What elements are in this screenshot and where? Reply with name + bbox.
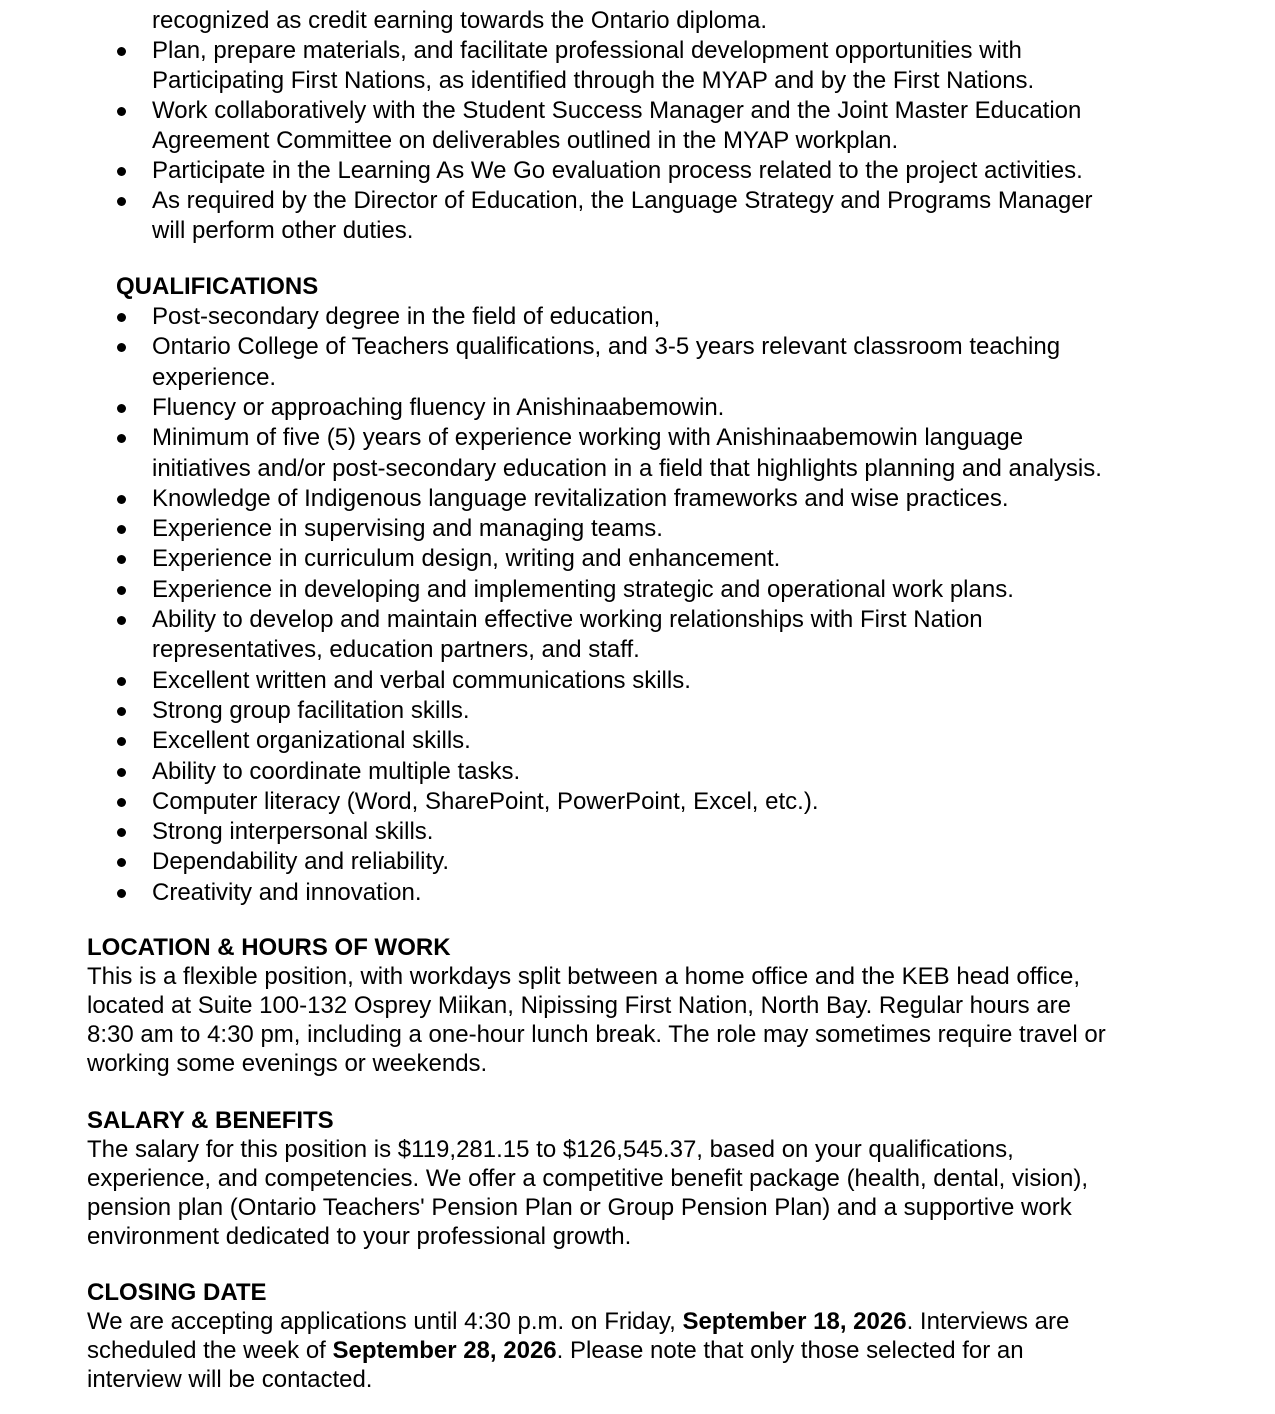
bullet-icon	[117, 343, 126, 352]
list-item: Ontario College of Teachers qualifications, and 3-5 years relevant classroom teaching	[152, 333, 1061, 361]
bullet-icon	[117, 167, 126, 176]
list-item: Strong group facilitation skills.	[152, 696, 470, 724]
list-item: Participating First Nations, as identified through the MYAP and by the First Nations.	[152, 67, 1035, 94]
bullet-icon	[117, 434, 126, 443]
bullet-icon	[117, 586, 126, 595]
bullet-icon	[117, 889, 126, 898]
list-item: Minimum of five (5) years of experience working with Anishinaabemowin language	[152, 424, 1024, 452]
list-item: initiatives and/or post-secondary education in a field that highlights planning and analysis.	[152, 454, 1102, 482]
list-item: Plan, prepare materials, and facilitate professional development opportunities with	[152, 37, 1022, 64]
interview-date: September 28, 2026	[332, 1337, 557, 1364]
list-item: Knowledge of Indigenous language revitalization frameworks and wise practices.	[152, 484, 1009, 512]
bullet-icon	[117, 798, 126, 807]
list-item: Ability to develop and maintain effective working relationships with First Nation	[152, 606, 983, 633]
list-item: Computer literacy (Word, SharePoint, PowerPoint, Excel, etc.).	[152, 787, 819, 815]
location-paragraph	[87, 962, 1167, 1078]
salary-line: The salary for this position is $119,281.15 to $126,545.37, based on your qualifications,	[87, 1136, 1014, 1163]
list-item: experience.	[152, 363, 277, 391]
list-item: Participate in the Learning As We Go evaluation process related to the project activities.	[152, 157, 1083, 184]
list-item: recognized as credit earning towards the Ontario diploma.	[152, 7, 767, 34]
list-item: will perform other duties.	[152, 217, 414, 244]
salary-line: environment dedicated to your professional growth.	[87, 1223, 632, 1250]
list-item: Experience in supervising and managing teams.	[152, 515, 663, 543]
bullet-icon	[117, 768, 126, 777]
closing-text: . Please note that only those selected for an	[556, 1337, 1024, 1364]
list-item: Excellent organizational skills.	[152, 727, 471, 755]
bullet-icon	[117, 313, 126, 322]
closing-text: . Interviews are	[906, 1308, 1070, 1335]
bullet-icon	[117, 107, 126, 116]
salary-paragraph	[87, 1135, 1167, 1251]
bullet-icon	[117, 495, 126, 504]
closing-line	[87, 1307, 1167, 1336]
closing-line: interview will be contacted.	[87, 1366, 373, 1393]
salary-line: pension plan (Ontario Teachers' Pension Plan or Group Pension Plan) and a supportive work	[87, 1194, 1072, 1221]
list-item: Experience in developing and implementing strategic and operational work plans.	[152, 575, 1014, 603]
salary-line: experience, and competencies. We offer a competitive benefit package (health, dental, vision),	[87, 1165, 1089, 1192]
closing-paragraph	[87, 1307, 1167, 1394]
bullet-icon	[117, 404, 126, 413]
closing-date: September 18, 2026	[682, 1308, 907, 1335]
list-item: Creativity and innovation.	[152, 878, 422, 906]
list-item: Dependability and reliability.	[152, 848, 450, 876]
location-line: working some evenings or weekends.	[87, 1050, 488, 1077]
bullet-icon	[117, 828, 126, 837]
location-line: 8:30 am to 4:30 pm, including a one-hour lunch break. The role may sometimes require travel or	[87, 1021, 1106, 1048]
list-item: As required by the Director of Education, the Language Strategy and Programs Manager	[152, 187, 1093, 214]
bullet-icon	[117, 737, 126, 746]
list-item: Excellent written and verbal communications skills.	[152, 666, 691, 694]
closing-text: We are accepting applications until 4:30 p.m. on Friday,	[87, 1308, 683, 1335]
bullet-icon	[117, 47, 126, 56]
list-item: Strong interpersonal skills.	[152, 818, 434, 846]
list-item: Ability to coordinate multiple tasks.	[152, 757, 521, 785]
salary-heading: SALARY & BENEFITS	[87, 1107, 334, 1134]
list-item: Experience in curriculum design, writing and enhancement.	[152, 545, 781, 573]
qualifications-heading: QUALIFICATIONS	[116, 273, 319, 300]
bullet-icon	[117, 525, 126, 534]
bullet-icon	[117, 707, 126, 716]
list-item: Agreement Committee on deliverables outlined in the MYAP workplan.	[152, 127, 899, 154]
list-item: Work collaboratively with the Student Success Manager and the Joint Master Education	[152, 97, 1082, 124]
bullet-icon	[117, 677, 126, 686]
bullet-icon	[117, 858, 126, 867]
list-item: Fluency or approaching fluency in Anishinaabemowin.	[152, 393, 725, 421]
bullet-icon	[117, 197, 126, 206]
closing-text: scheduled the week of	[87, 1337, 333, 1364]
location-line: located at Suite 100-132 Osprey Miikan, Nipissing First Nation, North Bay. Regular hours are	[87, 992, 1072, 1019]
location-line: This is a flexible position, with workdays split between a home office and the KEB head office,	[87, 963, 1080, 990]
closing-heading: CLOSING DATE	[87, 1279, 267, 1306]
bullet-icon	[117, 555, 126, 564]
closing-line	[87, 1336, 1167, 1365]
list-item: Post-secondary degree in the field of education,	[152, 303, 661, 330]
bullet-icon	[117, 616, 126, 625]
list-item: representatives, education partners, and staff.	[152, 636, 640, 664]
location-heading: LOCATION & HOURS OF WORK	[87, 934, 451, 961]
